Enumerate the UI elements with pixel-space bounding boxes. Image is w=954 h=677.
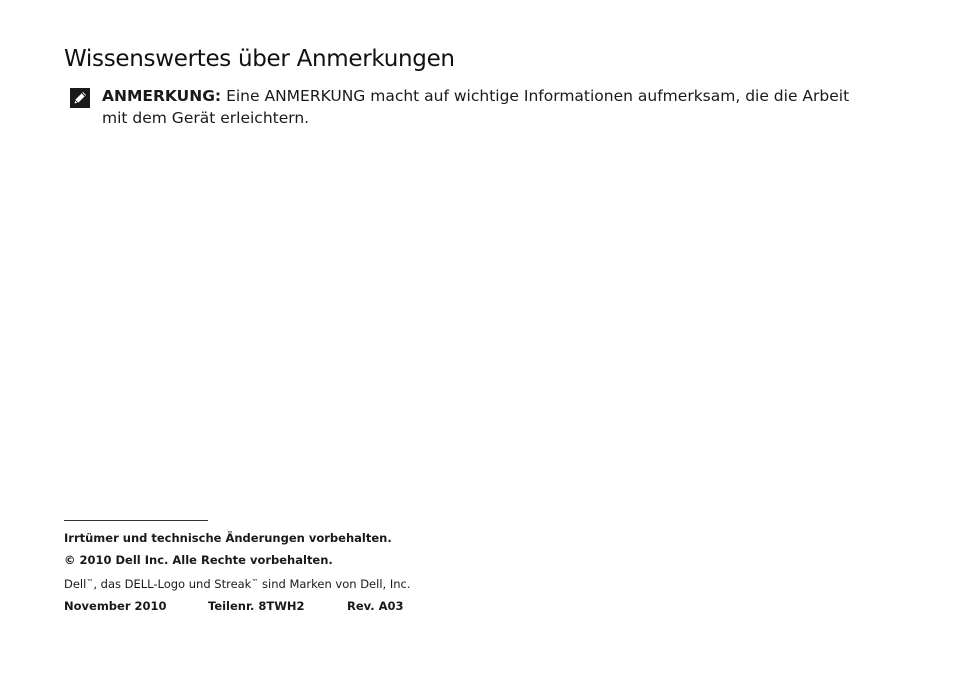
disclaimer-line: Irrtümer und technische Änderungen vorbehalten.	[64, 531, 392, 545]
note-label: ANMERKUNG:	[102, 87, 222, 105]
footer	[64, 509, 564, 617]
part-number: Teilenr. 8TWH2	[208, 599, 305, 613]
trademark-text-2: , das DELL-Logo und Streak	[93, 577, 252, 591]
trademark-text-3: sind Marken von Dell, Inc.	[258, 577, 411, 591]
page-title: Wissenswertes über Anmerkungen	[64, 46, 455, 72]
note-text	[102, 85, 860, 129]
copyright-line: © 2010 Dell Inc. Alle Rechte vorbehalten.	[64, 553, 333, 567]
revision-number: Rev. A03	[347, 599, 404, 613]
trademark-line	[64, 571, 564, 595]
note-block	[70, 85, 860, 129]
note-body: Eine ANMERKUNG macht auf wichtige Informationen aufmerksam, die die Arbeit mit dem Gerät erleichtern.	[102, 87, 850, 127]
trademark-symbol-2: ™	[251, 578, 259, 586]
document-info-row	[64, 595, 564, 617]
trademark-symbol-1: ™	[86, 578, 94, 586]
footer-divider	[64, 509, 208, 521]
pencil-note-icon	[70, 88, 90, 108]
trademark-text-1: Dell	[64, 577, 87, 591]
publication-date: November 2010	[64, 599, 167, 613]
